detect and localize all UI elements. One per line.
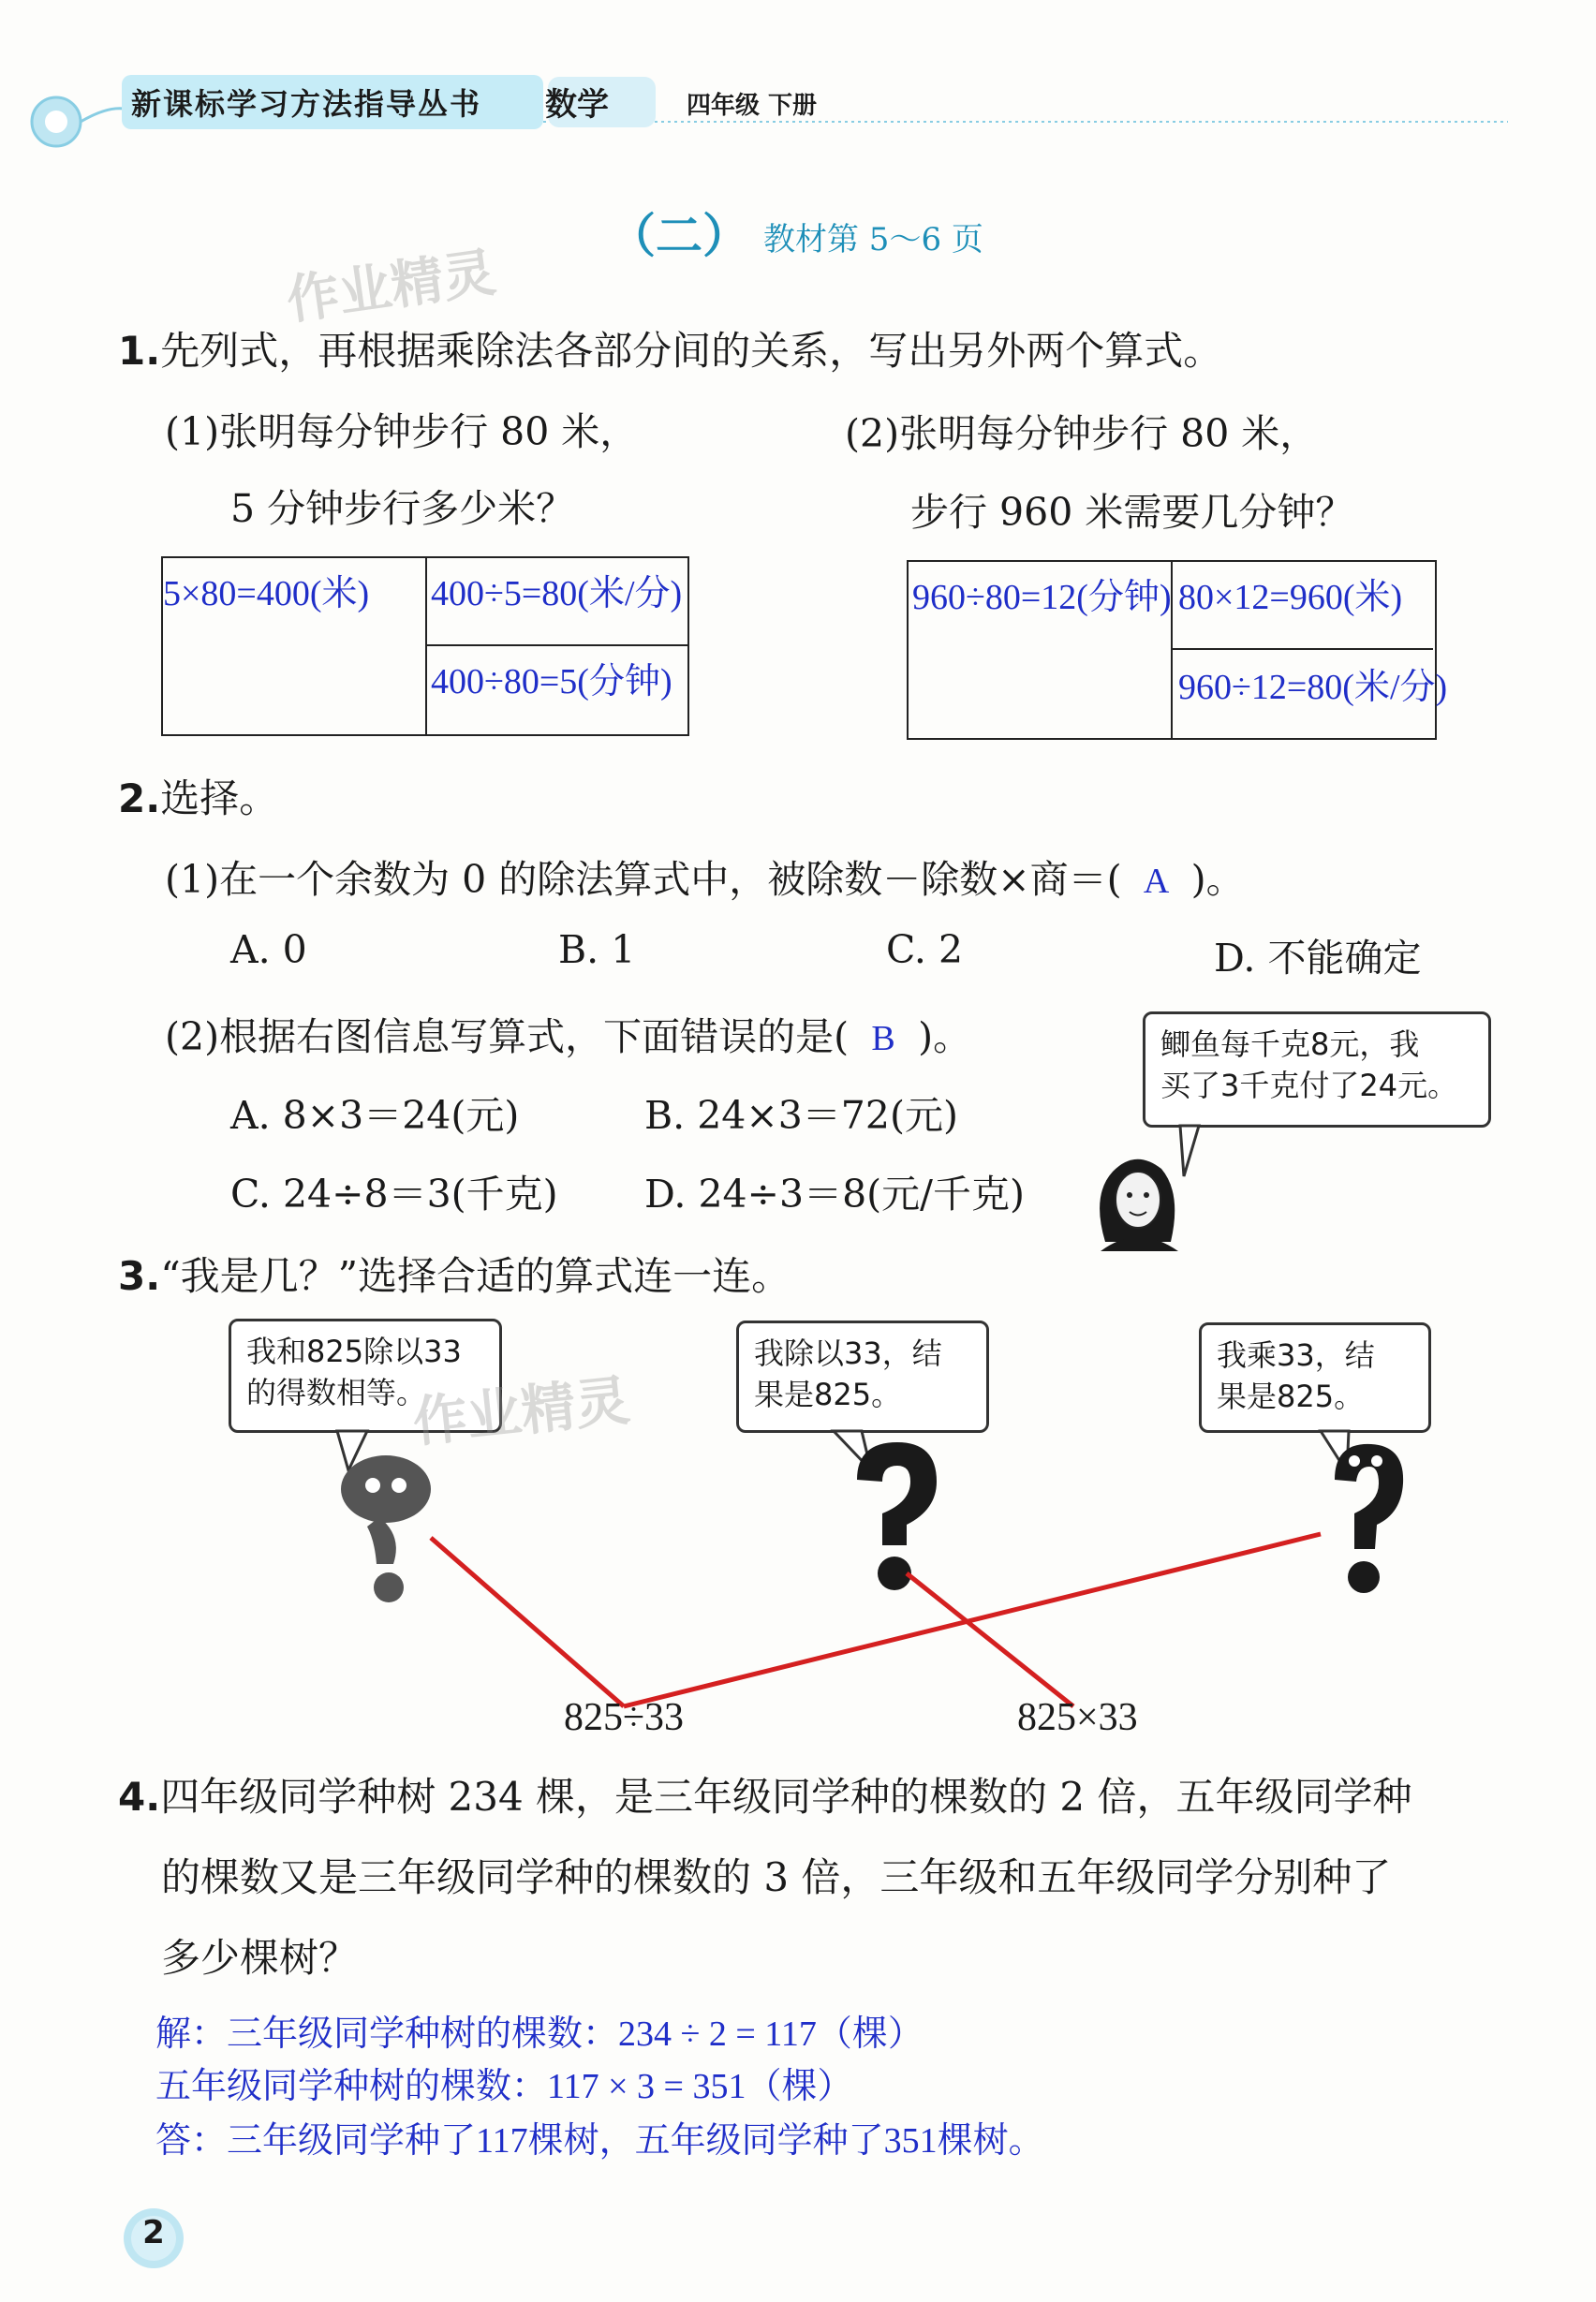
q4-line3: 多少棵树？ — [161, 1935, 359, 1981]
q2-part1-stem: (1)在一个余数为 0 的除法算式中，被除数－除数×商＝( — [165, 857, 1122, 902]
q2-part1-option-c: C. 2 — [886, 927, 964, 972]
riddle-bubble-3-line1: 我乘33，结 — [1217, 1337, 1375, 1373]
q1-part1-line2: 5 分钟步行多少米？ — [230, 486, 575, 531]
q2-stem — [118, 768, 278, 824]
watermark-2: 作业精灵 — [409, 1368, 633, 1454]
fish-price-bubble — [1143, 1011, 1491, 1128]
q2-part1-option-d: D. 不能确定 — [1214, 936, 1422, 981]
q2-part1-option-b: B. 1 — [558, 927, 636, 972]
riddle-bubble-1-line2: 的得数相等。 — [246, 1375, 427, 1410]
section-title: （二） — [609, 209, 749, 263]
question-mark-3 — [1335, 1444, 1403, 1593]
q2-part2-option-a: A. 8×3＝24(元) — [230, 1093, 520, 1138]
q1-part2-line2: 步行 960 米需要几分钟？ — [910, 490, 1354, 535]
fish-bubble-line1: 鲫鱼每千克8元，我 — [1160, 1026, 1420, 1062]
q1-number: 1. — [118, 328, 161, 374]
q1-part1-answer-top: 400÷5=80(米/分) — [431, 574, 683, 613]
q1-text: 先列式，再根据乘除法各部分间的关系，写出另外两个算式。 — [160, 328, 1223, 374]
q4-number: 4. — [118, 1774, 161, 1820]
page-number: 2 — [142, 2214, 165, 2251]
q4-line2: 的棵数又是三年级同学种的棵数的 3 倍，三年级和五年级同学分别种了 — [161, 1854, 1392, 1900]
subject-label: 数学 — [545, 86, 609, 124]
grade-label: 四年级 下册 — [687, 92, 818, 120]
answer-box-2-split — [1173, 648, 1433, 650]
q1-part1-answer-bottom: 400÷80=5(分钟) — [431, 662, 672, 701]
q2-part2-option-d: D. 24÷3＝8(元/千克) — [644, 1172, 1025, 1217]
q2-part1-close: )。 — [1190, 857, 1245, 902]
q2-part2-option-c: C. 24÷8＝3(千克) — [230, 1172, 558, 1217]
fish-bubble-line2: 买了3千克付了24元。 — [1160, 1068, 1458, 1103]
question-mark-1 — [341, 1455, 431, 1602]
q4-line1-row — [118, 1766, 1411, 1822]
expression-divide[interactable]: 825÷33 — [564, 1696, 685, 1739]
q2-part1-stem-row — [165, 848, 1245, 904]
connect-line-2 — [907, 1573, 1073, 1706]
question-mark-2 — [857, 1442, 937, 1590]
riddle-bubble-3-line2: 果是825。 — [1217, 1379, 1365, 1414]
q4-line1: 四年级同学种树 234 棵，是三年级同学种的棵数的 2 倍，五年级同学种 — [160, 1774, 1412, 1820]
q4-solution-2: 五年级同学种树的棵数：117 × 3 = 351（棵） — [155, 2067, 853, 2106]
expression-multiply[interactable]: 825×33 — [1017, 1696, 1138, 1739]
q1-part2-line1: (2)张明每分钟步行 80 米， — [845, 411, 1319, 456]
answer-box-1-split — [427, 644, 687, 646]
watermark: 作业精灵 — [283, 242, 500, 332]
riddle-bubble-3 — [1199, 1322, 1431, 1433]
q2-number: 2. — [118, 775, 161, 821]
matching-diagram — [0, 1424, 1596, 1742]
q2-part2-option-b: B. 24×3＝72(元) — [644, 1093, 958, 1138]
riddle-bubble-2 — [736, 1321, 989, 1433]
q1-stem — [118, 320, 1222, 376]
q4-solution-1: 解：三年级同学种树的棵数：234 ÷ 2 = 117（棵） — [155, 2014, 924, 2054]
riddle-bubble-2-line2: 果是825。 — [754, 1377, 902, 1412]
riddle-bubble-2-line1: 我除以33，结 — [754, 1335, 942, 1371]
q2-part2-stem: (2)根据右图信息写算式，下面错误的是( — [165, 1014, 850, 1059]
section-pages: 教材第 5～6 页 — [763, 221, 983, 258]
q3-stem — [118, 1246, 791, 1302]
answer-box-1-divider — [425, 558, 427, 734]
q2-part2-answer: B — [871, 1019, 895, 1058]
series-title: 新课标学习方法指导丛书 — [131, 86, 482, 122]
connect-line-3 — [624, 1534, 1321, 1706]
girl-illustration — [1068, 1120, 1218, 1251]
q4-solution-3: 答：三年级同学种了117棵树，五年级同学种了351棵树。 — [155, 2121, 1044, 2161]
q2-part1-answer: A — [1143, 862, 1170, 901]
q3-number: 3. — [118, 1253, 161, 1299]
q2-part1-option-a: A. 0 — [230, 927, 307, 972]
q2-part2-stem-row — [165, 1006, 971, 1061]
q1-part2-answer-top: 80×12=960(米) — [1178, 578, 1403, 617]
connect-line-1 — [431, 1538, 624, 1706]
q2-text: 选择。 — [160, 775, 279, 821]
q1-part1-line1: (1)张明每分钟步行 80 米， — [165, 409, 639, 454]
q1-part2-answer-bottom: 960÷12=80(米/分) — [1178, 668, 1448, 707]
q1-part2-answer-main: 960÷80=12(分钟) — [912, 578, 1172, 617]
riddle-bubble-1-line1: 我和825除以33 — [246, 1334, 462, 1369]
q2-part2-close: )。 — [918, 1014, 972, 1059]
q3-text: “我是几？”选择合适的算式连一连。 — [160, 1253, 791, 1299]
q1-part1-answer-main: 5×80=400(米) — [163, 574, 370, 613]
